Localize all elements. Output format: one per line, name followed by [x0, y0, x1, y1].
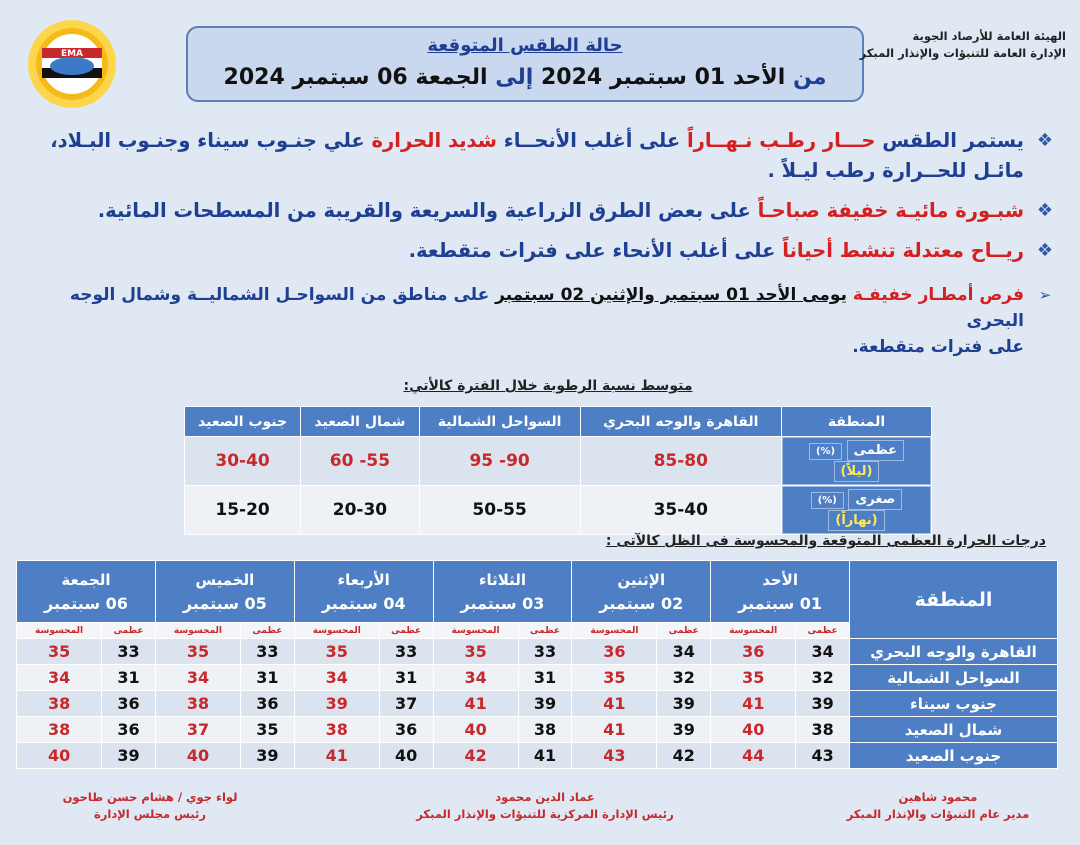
humidity-header: القاهرة والوجه البحري — [580, 407, 782, 437]
humidity-row-max: عظمى (%) (ليلاً) 85-80 90- 95 55- 60 30-40 — [185, 437, 932, 486]
feels-temp-cell: 34 — [294, 665, 379, 691]
date-range — [188, 64, 862, 92]
humidity-cell: 35-40 — [580, 486, 782, 535]
max-temp-cell: 36 — [102, 717, 156, 743]
day-header — [572, 561, 711, 623]
page-title: حالة الطقس المتوقعة — [427, 35, 623, 56]
forecast-bullets — [16, 126, 1056, 370]
arrow-bullet-icon: ➢ — [1038, 286, 1052, 304]
region-name: السواحل الشمالية — [850, 665, 1058, 691]
table-row — [17, 743, 1058, 769]
feels-temp-cell: 35 — [433, 639, 518, 665]
day-date: 02 سبتمبر — [599, 593, 684, 613]
feels-temp-cell: 38 — [294, 717, 379, 743]
feels-temp-cell: 38 — [155, 691, 240, 717]
day-date: 06 سبتمبر — [44, 593, 128, 613]
ema-logo — [18, 18, 126, 110]
feels-temp-cell: 35 — [294, 639, 379, 665]
day-name: الإثنين — [617, 570, 666, 589]
max-temp-cell: 36 — [102, 691, 156, 717]
feels-temp-cell: 41 — [572, 691, 657, 717]
bullet-weather: ❖ يستمر الطقس حـــار رطـب نـهــاراً على أغلب الأنحــاء شديد الحرارة علي جنـوب سيناء وجنـوب البـلاد، مائـل للحــرارة رطب ليـلاً . — [16, 126, 1056, 186]
feels-temp-cell: 44 — [711, 743, 796, 769]
region-name: شمال الصعيد — [850, 717, 1058, 743]
temperature-header-row — [17, 561, 1058, 623]
max-temp-cell: 34 — [657, 639, 711, 665]
feels-label: المحسوسة — [17, 623, 102, 639]
table-row — [17, 691, 1058, 717]
max-temp-cell: 32 — [796, 665, 850, 691]
max-temp-cell: 42 — [657, 743, 711, 769]
humidity-cell: 50-55 — [419, 486, 580, 535]
feels-temp-cell: 35 — [155, 639, 240, 665]
feels-temp-cell: 36 — [572, 639, 657, 665]
temperature-title: درجات الحرارة العظمى المتوقعة والمحسوسة فى الظل كالآتى : — [605, 533, 1046, 549]
range-end: الجمعة 06 سبتمبر 2024 — [223, 65, 488, 90]
feels-temp-cell: 35 — [572, 665, 657, 691]
day-header — [433, 561, 572, 623]
bullet-rain: ➢ فرص أمطـار خفيفـة يومى الأحد 01 سبتمبر والإثنين 02 سبتمبر على مناطق من السواحـل الشماليــة وشمال الوجه البحرى على فترات متقطعة. — [16, 282, 1056, 360]
signature-1: محمود شاهين مدير عام التنبؤات والإنذار المبكر — [846, 790, 1030, 821]
max-temp-cell: 39 — [102, 743, 156, 769]
range-to: إلى — [495, 65, 534, 90]
bullet-fog: ❖ شبـورة مائيـة خفيفة صباحـاً على بعض الطرق الزراعية والسريعة والقريبة من المسطحات المائية. — [16, 196, 1056, 226]
humidity-cell: 15-20 — [185, 486, 301, 535]
max-temp-cell: 37 — [379, 691, 433, 717]
humidity-cell: 20-30 — [301, 486, 420, 535]
max-temp-cell: 39 — [240, 743, 294, 769]
diamond-bullet-icon: ❖ — [1036, 200, 1054, 221]
region-header: المنطقة — [850, 561, 1058, 639]
max-temp-cell: 31 — [102, 665, 156, 691]
day-date: 04 سبتمبر — [321, 593, 406, 613]
max-temp-cell: 35 — [240, 717, 294, 743]
feels-temp-cell: 37 — [155, 717, 240, 743]
max-temp-cell: 33 — [102, 639, 156, 665]
max-label: عظمى — [379, 623, 433, 639]
title-box — [186, 26, 864, 102]
range-start: الأحد 01 سبتمبر 2024 — [540, 65, 786, 90]
max-temp-cell: 34 — [796, 639, 850, 665]
day-header — [17, 561, 156, 623]
day-header — [711, 561, 850, 623]
feels-label: المحسوسة — [433, 623, 518, 639]
range-from: من — [793, 65, 827, 90]
day-name: الثلاثاء — [478, 570, 527, 589]
day-name: الخميس — [195, 570, 255, 589]
max-temp-cell: 40 — [379, 743, 433, 769]
max-temp-cell: 38 — [796, 717, 850, 743]
feels-temp-cell: 39 — [294, 691, 379, 717]
feels-label: المحسوسة — [155, 623, 240, 639]
bullet-wind: ❖ ريــاح معتدلة تنشط أحياناً على أغلب الأنحاء على فترات متقطعة. — [16, 236, 1056, 266]
feels-temp-cell: 34 — [433, 665, 518, 691]
feels-temp-cell: 38 — [17, 691, 102, 717]
feels-temp-cell: 35 — [711, 665, 796, 691]
day-name: الأحد — [762, 570, 798, 589]
humidity-header: المنطقة — [782, 407, 932, 437]
humidity-cell: 85-80 — [580, 437, 782, 486]
day-date: 03 سبتمبر — [460, 593, 545, 613]
humidity-header: السواحل الشمالية — [419, 407, 580, 437]
feels-temp-cell: 42 — [433, 743, 518, 769]
max-temp-cell: 39 — [796, 691, 850, 717]
feels-temp-cell: 41 — [433, 691, 518, 717]
humidity-cell: 30-40 — [185, 437, 301, 486]
day-name: الأربعاء — [337, 570, 390, 589]
feels-temp-cell: 34 — [17, 665, 102, 691]
feels-temp-cell: 36 — [711, 639, 796, 665]
max-temp-cell: 39 — [657, 717, 711, 743]
feels-temp-cell: 41 — [572, 717, 657, 743]
max-temp-cell: 31 — [240, 665, 294, 691]
feels-temp-cell: 40 — [433, 717, 518, 743]
max-label: عظمى — [102, 623, 156, 639]
feels-temp-cell: 43 — [572, 743, 657, 769]
day-date: 01 سبتمبر — [738, 593, 823, 613]
diamond-bullet-icon: ❖ — [1036, 240, 1054, 261]
logo-text: EMA — [60, 49, 84, 59]
humidity-cell: 90- 95 — [419, 437, 580, 486]
humidity-row-min: صغرى (%) (نهاراً) 35-40 50-55 20-30 15-20 — [185, 486, 932, 535]
day-name: الجمعة — [61, 570, 111, 589]
feels-temp-cell: 40 — [155, 743, 240, 769]
feels-temp-cell: 41 — [711, 691, 796, 717]
humidity-title: متوسط نسبة الرطوبة خلال الفترة كالأتي: — [403, 378, 693, 394]
organization — [846, 28, 1066, 62]
max-temp-cell: 39 — [518, 691, 572, 717]
diamond-bullet-icon: ❖ — [1036, 130, 1054, 151]
day-date: 05 سبتمبر — [182, 593, 267, 613]
max-label: عظمى — [657, 623, 711, 639]
max-temp-cell: 33 — [379, 639, 433, 665]
max-temp-cell: 33 — [518, 639, 572, 665]
temperature-table — [16, 560, 1058, 769]
max-label: عظمى — [240, 623, 294, 639]
max-temp-cell: 31 — [518, 665, 572, 691]
table-row — [17, 665, 1058, 691]
feels-label: المحسوسة — [572, 623, 657, 639]
feels-temp-cell: 34 — [155, 665, 240, 691]
max-temp-cell: 41 — [518, 743, 572, 769]
humidity-header: جنوب الصعيد — [185, 407, 301, 437]
max-temp-cell: 33 — [240, 639, 294, 665]
table-row — [17, 639, 1058, 665]
feels-temp-cell: 38 — [17, 717, 102, 743]
max-temp-cell: 32 — [657, 665, 711, 691]
feels-label: المحسوسة — [294, 623, 379, 639]
feels-temp-cell: 40 — [711, 717, 796, 743]
max-temp-cell: 43 — [796, 743, 850, 769]
max-temp-cell: 36 — [240, 691, 294, 717]
day-header — [155, 561, 294, 623]
table-row — [17, 717, 1058, 743]
region-name: جنوب سيناء — [850, 691, 1058, 717]
humidity-cell: 55- 60 — [301, 437, 420, 486]
humidity-header: شمال الصعيد — [301, 407, 420, 437]
feels-temp-cell: 40 — [17, 743, 102, 769]
org-line-2: الإدارة العامة للتنبؤات والإنذار المبكر — [859, 46, 1066, 60]
feels-temp-cell: 41 — [294, 743, 379, 769]
feels-label: المحسوسة — [711, 623, 796, 639]
day-header — [294, 561, 433, 623]
signature-2: عماد الدين محمود رئيس الإدارة المركزية للتنبؤات والإنذار المبكر — [416, 790, 674, 821]
max-label: عظمى — [518, 623, 572, 639]
signature-3: لواء جوي / هشام حسن طاحون رئيس مجلس الإدارة — [62, 790, 238, 821]
max-temp-cell: 38 — [518, 717, 572, 743]
max-temp-cell: 36 — [379, 717, 433, 743]
max-temp-cell: 31 — [379, 665, 433, 691]
humidity-table — [184, 406, 932, 535]
region-name: القاهرة والوجه البحري — [850, 639, 1058, 665]
max-temp-cell: 39 — [657, 691, 711, 717]
max-label: عظمى — [796, 623, 850, 639]
org-line-1: الهيئة العامة للأرصاد الجوية — [912, 29, 1066, 43]
region-name: جنوب الصعيد — [850, 743, 1058, 769]
feels-temp-cell: 35 — [17, 639, 102, 665]
